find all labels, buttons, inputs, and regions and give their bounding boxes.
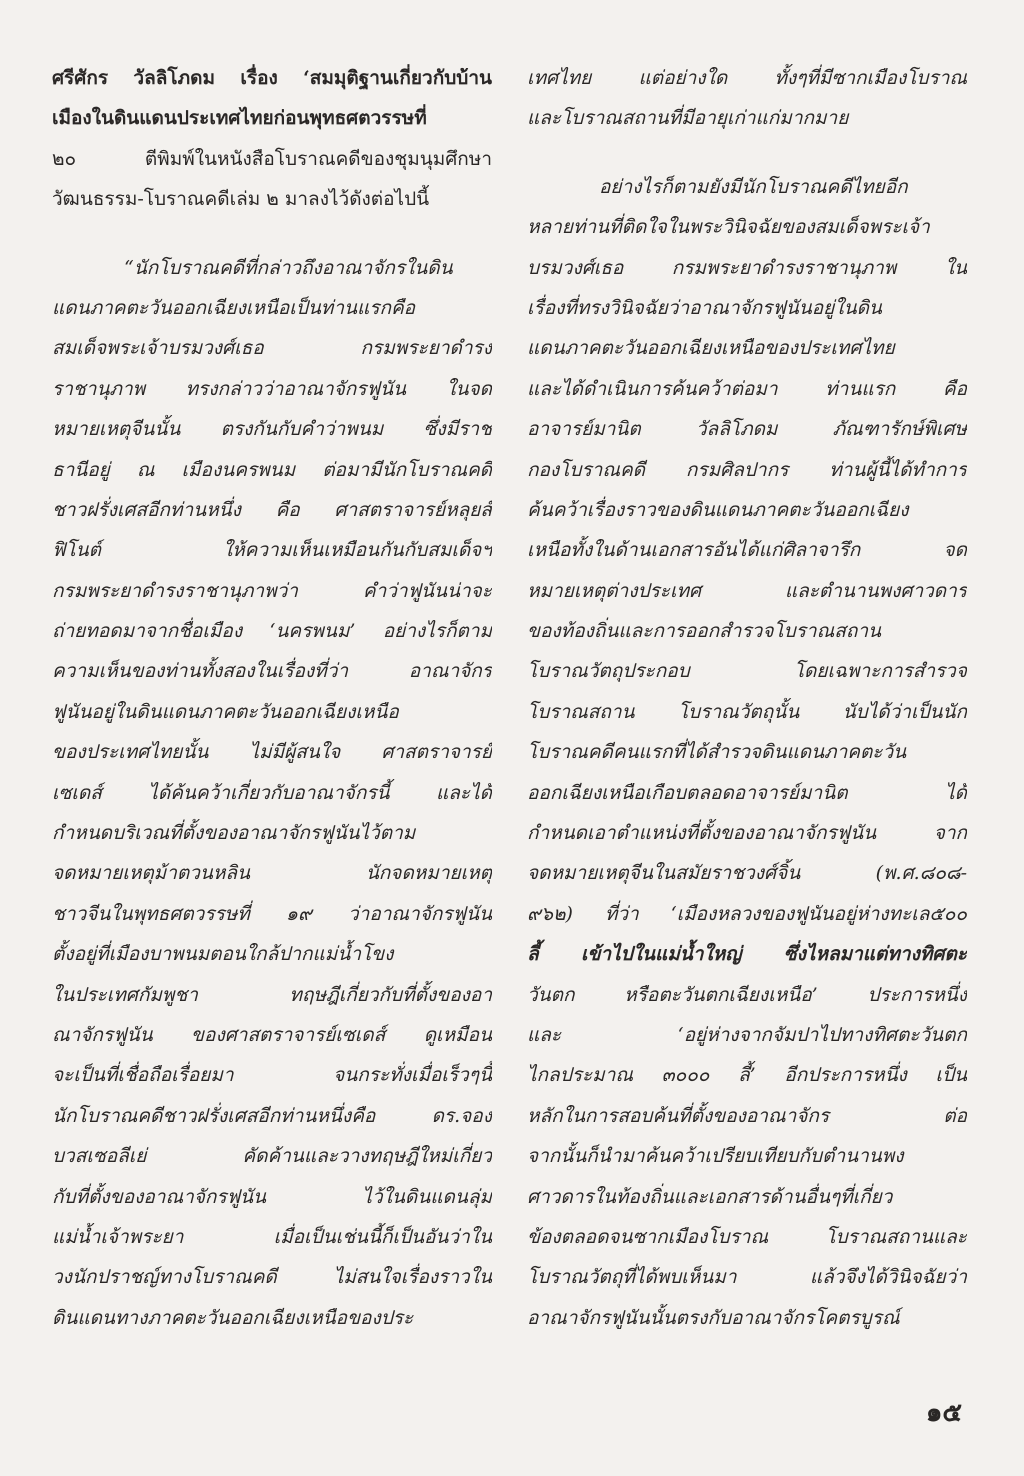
text-line: วงนักปราชญ์ทางโบราณคดี ไม่สนใจเรื่องราวใน bbox=[52, 1266, 492, 1289]
text-line: “นักโบราณคดีที่กล่าวถึงอาณาจักรในดิน bbox=[124, 256, 453, 279]
right-text-column bbox=[527, 58, 967, 1338]
text-line: กำหนดบริเวณที่ตั้งของอาณาจักรฟูนันไว้ตาม bbox=[52, 822, 416, 845]
text-line: ฟูนันอยู่ในดินแดนภาคตะวันออกเฉียงเหนือ bbox=[52, 700, 399, 723]
text-line: อาณาจักรฟูนันนั้นตรงกับอาณาจักรโคตรบูรณ์ bbox=[527, 1306, 900, 1329]
text-line: หมายเหตุต่างประเทศ และตำนานพงศาวดาร bbox=[527, 579, 967, 602]
text-line: เมืองในดินแดนประเทศไทยก่อนพุทธศตวรรษที่ bbox=[52, 107, 427, 130]
text-line: จะเป็นที่เชื่อถือเรื่อยมา จนกระทั่งเมื่อเร็วๆนี้ bbox=[52, 1064, 492, 1087]
text-line bbox=[52, 220, 492, 248]
text-line: โบราณสถาน โบราณวัตถุนั้น นับได้ว่าเป็นนัก bbox=[527, 700, 967, 723]
text-line: แดนภาคตะวันออกเฉียงเหนือเป็นท่านแรกคือ bbox=[52, 296, 416, 319]
text-line: นักโบราณคดีชาวฝรั่งเศสอีกท่านหนึ่งคือ ดร.จอง bbox=[52, 1104, 492, 1127]
text-line: ตั้งอยู่ที่เมืองบาพนมตอนใกล้ปากแม่น้ำโขง bbox=[52, 943, 394, 966]
text-line: หมายเหตุจีนนั้น ตรงกันกับคำว่าพนม ซึ่งมีราช bbox=[52, 418, 492, 441]
text-line: เรื่องที่ทรงวินิจฉัยว่าอาณาจักรฟูนันอยู่ในดิน bbox=[527, 296, 882, 319]
text-line: ถ่ายทอดมาจากชื่อเมือง ‘นครพนม’ อย่างไรก็ตาม bbox=[52, 620, 492, 643]
text-line: และโบราณสถานที่มีอายุเก่าแก่มากมาย bbox=[527, 107, 849, 130]
text-line: จากนั้นก็นำมาค้นคว้าเปรียบเทียบกับตำนานพง bbox=[527, 1145, 904, 1168]
text-line: ความเห็นของท่านทั้งสองในเรื่องที่ว่า อาณาจักร bbox=[52, 660, 492, 683]
text-line: เทศไทย แต่อย่างใด ทั้งๆที่มีซากเมืองโบราณ bbox=[527, 67, 967, 89]
text-line: ชาวจีนในพุทธศตวรรษที่ ๑๙ ว่าอาณาจักรฟูนัน bbox=[52, 902, 492, 925]
text-line: ๒๐ ตีพิมพ์ในหนังสือโบราณคดีของชุมนุมศึกษา bbox=[52, 147, 492, 170]
text-line: จดหมายเหตุจีนในสมัยราชวงศ์จิ้น (พ.ศ.๘๐๘- bbox=[527, 862, 967, 885]
text-line: แม่น้ำเจ้าพระยา เมื่อเป็นเช่นนี้ก็เป็นอันว่าใน bbox=[52, 1225, 492, 1248]
text-line: อย่างไรก็ตามยังมีนักโบราณคดีไทยอีก bbox=[599, 175, 908, 198]
text-line: วัฒนธรรม-โบราณคดีเล่ม ๒ มาลงไว้ดังต่อไปนี้ bbox=[52, 188, 430, 211]
text-line: สมเด็จพระเจ้าบรมวงศ์เธอ กรมพระยาดำรง bbox=[52, 337, 492, 360]
page-number: ๑๕ bbox=[925, 1398, 962, 1428]
text-line: ชาวฝรั่งเศสอีกท่านหนึ่ง คือ ศาสตราจารย์หลุยส์ bbox=[52, 498, 492, 521]
text-line: ของประเทศไทยนั้น ไม่มีผู้สนใจ ศาสตราจารย์ bbox=[52, 741, 492, 764]
text-line: วันตก หรือตะวันตกเฉียงเหนือ’ ประการหนึ่ง bbox=[527, 983, 967, 1006]
text-line: กำหนดเอาตำแหน่งที่ตั้งของอาณาจักรฟูนัน จาก bbox=[527, 822, 967, 845]
left-text-column bbox=[52, 58, 492, 1338]
text-line: ฟิโนต์ ให้ความเห็นเหมือนกันกับสมเด็จฯ bbox=[52, 539, 492, 562]
text-line: บวสเซอลีเย่ คัดค้านและวางทฤษฎีใหม่เกี่ยว bbox=[52, 1145, 492, 1168]
text-line: เซเดส์ ได้ค้นคว้าเกี่ยวกับอาณาจักรนี้ และได้ bbox=[52, 781, 492, 804]
text-line: ศาวดารในท้องถิ่นและเอกสารด้านอื่นๆที่เกี่ยว bbox=[527, 1185, 893, 1208]
text-line bbox=[527, 139, 967, 167]
text-line: โบราณคดีคนแรกที่ได้สำรวจดินแดนภาคตะวัน bbox=[527, 741, 907, 764]
text-line: หลักในการสอบค้นที่ตั้งของอาณาจักร ต่อ bbox=[527, 1104, 967, 1127]
text-line: แดนภาคตะวันออกเฉียงเหนือของประเทศไทย bbox=[527, 337, 895, 360]
text-line: กรมพระยาดำรงราชานุภาพว่า คำว่าฟูนันน่าจะ bbox=[52, 579, 492, 602]
text-line: ดินแดนทางภาคตะวันออกเฉียงเหนือของประ bbox=[52, 1306, 414, 1329]
text-line: หลายท่านที่ติดใจในพระวินิจฉัยของสมเด็จพระเจ้า bbox=[527, 216, 930, 239]
text-line: โบราณวัตถุประกอบ โดยเฉพาะการสำรวจ bbox=[527, 660, 967, 683]
text-line: ราชานุภาพ ทรงกล่าวว่าอาณาจักรฟูนัน ในจด bbox=[52, 377, 492, 400]
text-line: ของท้องถิ่นและการออกสำรวจโบราณสถาน bbox=[527, 620, 881, 643]
text-line: เหนือทั้งในด้านเอกสารอันได้แก่ศิลาจารึก จด bbox=[527, 539, 967, 562]
text-line: ในประเทศกัมพูชา ทฤษฎีเกี่ยวกับที่ตั้งของอา bbox=[52, 983, 492, 1006]
text-line: และได้ดำเนินการค้นคว้าต่อมา ท่านแรก คือ bbox=[527, 377, 967, 400]
text-line: กองโบราณคดี กรมศิลปากร ท่านผู้นี้ได้ทำการ bbox=[527, 458, 967, 481]
text-line: ไกลประมาณ ๓๐๐๐ ลี้’ อีกประการหนึ่ง เป็น bbox=[527, 1064, 967, 1087]
text-line: ณาจักรฟูนัน ของศาสตราจารย์เซเดส์ ดูเหมือน bbox=[52, 1023, 492, 1046]
text-line: ค้นคว้าเรื่องราวของดินแดนภาคตะวันออกเฉียง bbox=[527, 498, 909, 521]
text-line: อาจารย์มานิต วัลลิโภดม ภัณฑารักษ์พิเศษ bbox=[527, 418, 967, 441]
text-line: โบราณวัตถุที่ได้พบเห็นมา แล้วจึงได้วินิจฉัยว่า bbox=[527, 1266, 967, 1289]
text-line: บรมวงศ์เธอ กรมพระยาดำรงราชานุภาพ ใน bbox=[527, 256, 967, 279]
text-line: ข้องตลอดจนซากเมืองโบราณ โบราณสถานและ bbox=[527, 1225, 967, 1248]
text-line: ออกเฉียงเหนือเกือบตลอดอาจารย์มานิต ได้ bbox=[527, 781, 967, 804]
text-line: ลี้ เข้าไปในแม่น้ำใหญ่ ซึ่งไหลมาแต่ทางทิศตะ bbox=[527, 943, 967, 966]
text-line: ธานีอยู่ ณ เมืองนครพนม ต่อมามีนักโบราณคดี bbox=[52, 458, 492, 481]
text-line: ศรีศักร วัลลิโภดม เรื่อง ‘สมมุติฐานเกี่ยวกับบ้าน bbox=[52, 67, 492, 89]
text-line: ๙๖๒) ที่ว่า ‘เมืองหลวงของฟูนันอยู่ห่างทะเล๕๐๐ bbox=[527, 902, 967, 925]
text-line: กับที่ตั้งของอาณาจักรฟูนัน ไว้ในดินแดนลุ่ม bbox=[52, 1185, 492, 1208]
text-line: และ ‘อยู่ห่างจากจัมปาไปทางทิศตะวันตก bbox=[527, 1023, 967, 1046]
text-line: จดหมายเหตุม้าตวนหลิน นักจดหมายเหตุ bbox=[52, 862, 492, 885]
